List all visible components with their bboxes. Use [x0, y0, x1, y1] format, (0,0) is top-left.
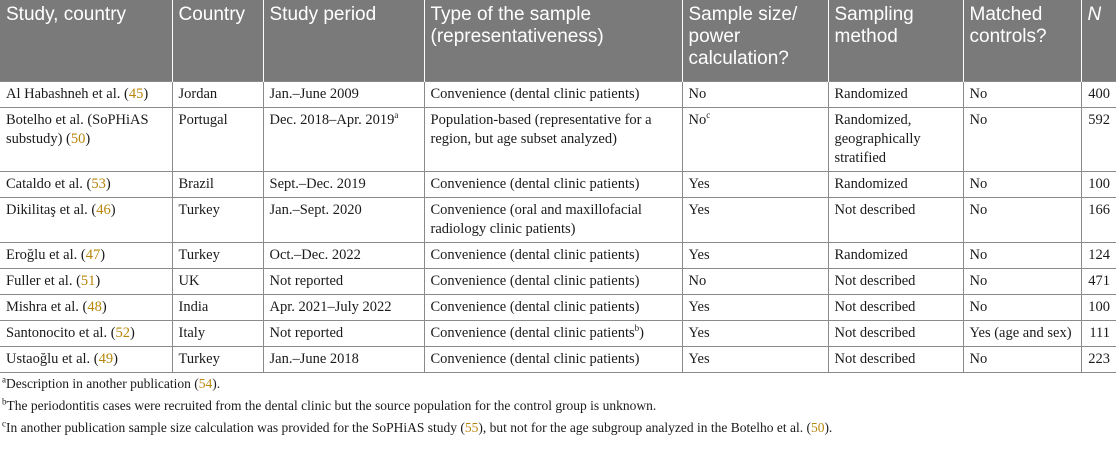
reference-link[interactable]: 55 [464, 419, 479, 435]
power-text: No [688, 272, 707, 289]
cell-matched-controls: No [963, 242, 1081, 268]
study-period-text: Jan.–June 2009 [269, 85, 359, 102]
cell-study: Santonocito et al. (52) [0, 320, 172, 346]
cell-sample-type [424, 81, 682, 107]
cell-study: Eroğlu et al. (47) [0, 242, 172, 268]
footnote [2, 417, 1114, 439]
cell-power-calculation [682, 294, 828, 320]
study-name: Cataldo et al. ( [6, 175, 92, 192]
cell-power-calculation [682, 268, 828, 294]
cell-matched-controls: No [963, 197, 1081, 242]
study-name: Santonocito et al. ( [6, 324, 116, 341]
table-row [0, 242, 1116, 268]
header-matched-controls: Matched controls? [963, 0, 1081, 81]
header-study: Study, country [0, 0, 172, 81]
sample-type-text: Convenience (dental clinic patients) [430, 246, 640, 263]
reference-link[interactable]: 49 [98, 350, 114, 367]
cell-sample-type [424, 268, 682, 294]
cell-study-period [263, 294, 424, 320]
cell-study: Ustaoğlu et al. (49) [0, 346, 172, 372]
sample-type-text: Convenience (dental clinic patients) [430, 85, 640, 102]
table-row [0, 171, 1116, 197]
sample-type-text: Population-based (representative for a region, but age subset analyzed) [430, 111, 652, 147]
study-period-text: Sept.–Dec. 2019 [269, 175, 366, 192]
cell-n: 592 [1081, 107, 1116, 171]
sample-type-text: Convenience (dental clinic patients [430, 324, 635, 341]
study-period-text: Oct.–Dec. 2022 [269, 246, 361, 263]
cell-country: UK [172, 268, 263, 294]
header-study-period: Study period [263, 0, 424, 81]
cell-sampling-method: Randomized, geographically stratified [828, 107, 963, 171]
reference-link[interactable]: 48 [87, 298, 102, 315]
power-text: Yes [688, 201, 710, 218]
footnote-text: The periodontitis cases were recruited from the dental clinic but the source population for the control group is unknown. [6, 397, 657, 413]
reference-link[interactable]: 50 [70, 130, 86, 147]
footnote-mark: b [2, 396, 7, 406]
cell-sample-type [424, 197, 682, 242]
cell-sampling-method: Randomized [828, 81, 963, 107]
cell-n: 471 [1081, 268, 1116, 294]
cell-matched-controls: No [963, 294, 1081, 320]
footnote-text: Description in another publication ( [6, 375, 199, 391]
cell-study-period [263, 268, 424, 294]
table-row [0, 268, 1116, 294]
cell-matched-controls: No [963, 171, 1081, 197]
reference-link[interactable]: 50 [810, 419, 825, 435]
cell-sample-type [424, 294, 682, 320]
table-row [0, 107, 1116, 171]
cell-country: Brazil [172, 171, 263, 197]
cell-study-period [263, 107, 424, 171]
study-period-text: Not reported [269, 324, 344, 341]
sample-type-tail: ) [639, 324, 644, 341]
cell-n: 124 [1081, 242, 1116, 268]
table-header-row [0, 0, 1116, 81]
cell-country: Turkey [172, 346, 263, 372]
footnote-mark: c [2, 418, 6, 428]
footnote-text: In another publication sample size calculation was provided for the SoPHiAS study ( [6, 419, 465, 435]
sample-type-text: Convenience (dental clinic patients) [430, 175, 640, 192]
cell-study: Mishra et al. (48) [0, 294, 172, 320]
power-text: No [688, 111, 707, 128]
power-text: Yes [688, 246, 710, 263]
power-text: Yes [688, 324, 710, 341]
cell-n: 100 [1081, 294, 1116, 320]
cell-power-calculation [682, 81, 828, 107]
table-row [0, 81, 1116, 107]
reference-link[interactable]: 53 [91, 175, 106, 192]
header-n: N [1081, 0, 1116, 81]
cell-sample-type [424, 107, 682, 171]
header-power-calculation: Sample size/ power calculation? [682, 0, 828, 81]
footnote [2, 395, 1114, 417]
study-name: Fuller et al. ( [6, 272, 81, 289]
cell-matched-controls: No [963, 107, 1081, 171]
cell-sample-type [424, 320, 682, 346]
reference-link[interactable]: 45 [128, 85, 144, 102]
cell-sampling-method: Not described [828, 294, 963, 320]
cell-study: Fuller et al. (51) [0, 268, 172, 294]
study-name: Al Habashneh et al. ( [6, 85, 129, 102]
cell-n: 111 [1081, 320, 1116, 346]
cell-matched-controls: No [963, 346, 1081, 372]
cell-study: Cataldo et al. (53) [0, 171, 172, 197]
cell-study-period [263, 171, 424, 197]
study-period-text: Dec. 2018–Apr. 2019 [269, 111, 395, 128]
cell-power-calculation [682, 197, 828, 242]
cell-country: India [172, 294, 263, 320]
table-footnotes [0, 373, 1116, 439]
footnote-text: ). [212, 375, 221, 391]
cell-study: Dikilitaş et al. (46) [0, 197, 172, 242]
study-period-text: Jan.–June 2018 [269, 350, 359, 367]
cell-sampling-method: Randomized [828, 242, 963, 268]
cell-study-period [263, 197, 424, 242]
study-name: Botelho et al. (SoPHiAS substudy) ( [6, 111, 149, 147]
cell-sample-type [424, 171, 682, 197]
footnote-mark: a [394, 109, 399, 120]
cell-power-calculation [682, 242, 828, 268]
cell-study-period [263, 242, 424, 268]
cell-study: Botelho et al. (SoPHiAS substudy) (50) [0, 107, 172, 171]
reference-link[interactable]: 46 [96, 201, 111, 218]
cell-sampling-method: Not described [828, 346, 963, 372]
study-name: Mishra et al. ( [6, 298, 88, 315]
header-sampling-method: Sampling method [828, 0, 963, 81]
sample-type-text: Convenience (oral and maxillofacial radiology clinic patients) [430, 201, 642, 237]
cell-study-period [263, 320, 424, 346]
cell-power-calculation [682, 171, 828, 197]
cell-study-period [263, 346, 424, 372]
cell-sample-type [424, 242, 682, 268]
sample-type-text: Convenience (dental clinic patients) [430, 272, 640, 289]
study-period-text: Apr. 2021–July 2022 [269, 298, 392, 315]
footnote [2, 373, 1114, 395]
table-row [0, 320, 1116, 346]
header-country: Country [172, 0, 263, 81]
footnote-mark: c [706, 109, 711, 120]
sample-type-text: Convenience (dental clinic patients) [430, 350, 640, 367]
cell-power-calculation [682, 107, 828, 171]
reference-link[interactable]: 47 [85, 246, 101, 263]
cell-matched-controls: No [963, 81, 1081, 107]
cell-country: Turkey [172, 242, 263, 268]
cell-n: 166 [1081, 197, 1116, 242]
study-period-text: Not reported [269, 272, 344, 289]
cell-n: 400 [1081, 81, 1116, 107]
cell-power-calculation [682, 320, 828, 346]
power-text: No [688, 85, 707, 102]
power-text: Yes [688, 350, 710, 367]
cell-country: Jordan [172, 81, 263, 107]
cell-sampling-method: Not described [828, 268, 963, 294]
footnote-mark: b [634, 322, 640, 333]
cell-country: Portugal [172, 107, 263, 171]
cell-country: Italy [172, 320, 263, 346]
cell-sampling-method: Not described [828, 320, 963, 346]
study-name: Ustaoğlu et al. ( [6, 350, 99, 367]
cell-matched-controls: Yes (age and sex) [963, 320, 1081, 346]
study-period-text: Jan.–Sept. 2020 [269, 201, 362, 218]
table-row [0, 346, 1116, 372]
cell-country: Turkey [172, 197, 263, 242]
power-text: Yes [688, 298, 710, 315]
cell-study-period [263, 81, 424, 107]
study-name: Dikilitaş et al. ( [6, 201, 97, 218]
sample-type-text: Convenience (dental clinic patients) [430, 298, 640, 315]
cell-n: 223 [1081, 346, 1116, 372]
header-sample-type: Type of the sample (representativeness) [424, 0, 682, 81]
study-name: Eroğlu et al. ( [6, 246, 86, 263]
footnote-mark: a [2, 374, 6, 384]
table-row [0, 197, 1116, 242]
footnote-text: ). [824, 419, 833, 435]
table-row [0, 294, 1116, 320]
cell-n: 100 [1081, 171, 1116, 197]
cell-matched-controls: No [963, 268, 1081, 294]
power-text: Yes [688, 175, 710, 192]
cell-power-calculation [682, 346, 828, 372]
cell-sampling-method: Not described [828, 197, 963, 242]
reference-link[interactable]: 52 [115, 324, 131, 341]
reference-link[interactable]: 54 [198, 375, 213, 391]
footnote-text: ), but not for the age subgroup analyzed in the Botelho et al. ( [478, 419, 811, 435]
cell-sampling-method: Randomized [828, 171, 963, 197]
cell-study: Al Habashneh et al. (45) [0, 81, 172, 107]
cell-sample-type [424, 346, 682, 372]
reference-link[interactable]: 51 [80, 272, 96, 289]
